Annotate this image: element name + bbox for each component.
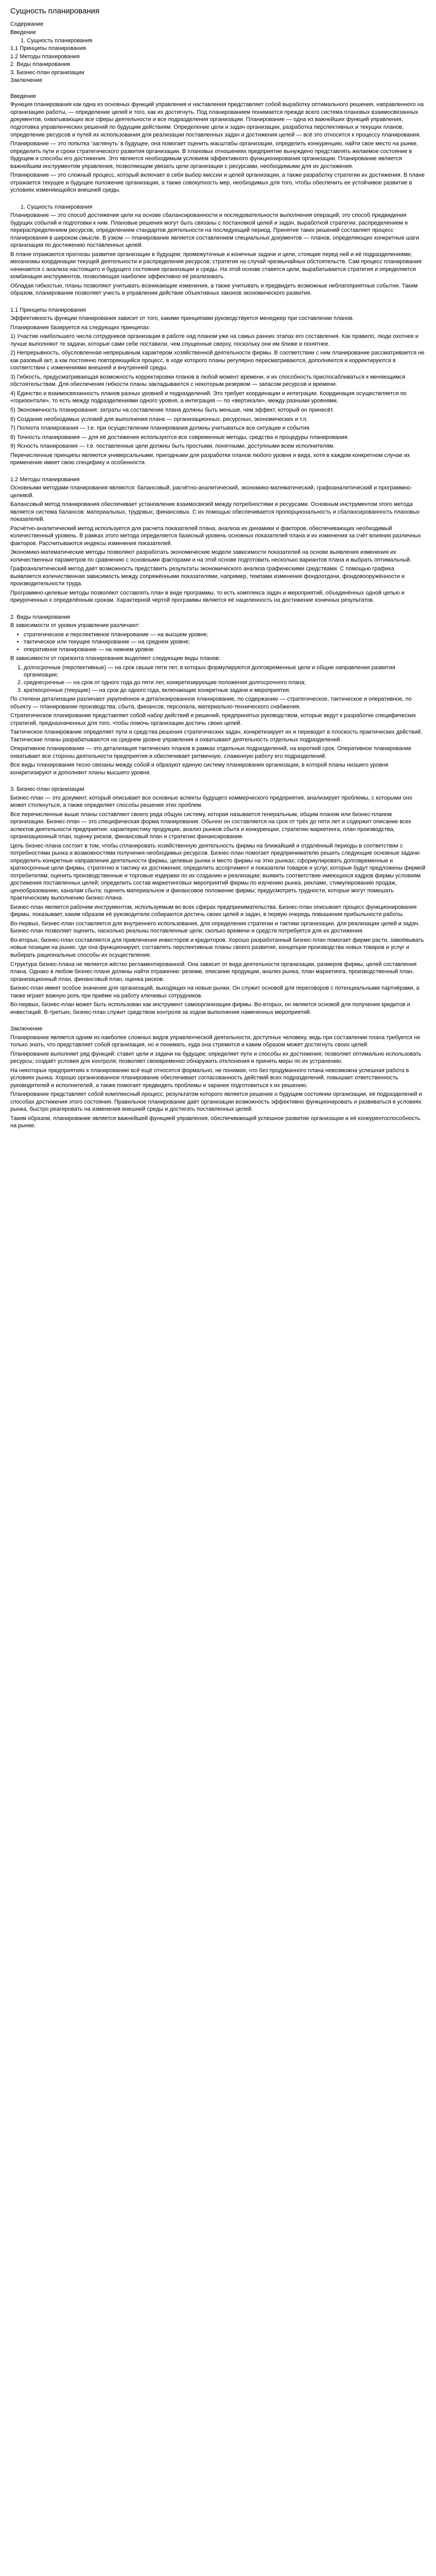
- paragraph: Тактическое планирование определяет пути и средства решения стратегических задач, конкретизирует их и переводит в плоскость практических действий. Тактические планы разрабатываются на среднем уровне управления и охватывают деятельность отдельных подразделений.: [10, 729, 423, 743]
- section-heading: 2. Виды планирования: [10, 614, 71, 620]
- toc-entry: [10, 69, 426, 77]
- section: [10, 307, 426, 467]
- toc-link[interactable]: 1. Сущность планирования: [21, 37, 93, 44]
- paragraph: Балансовый метод планирования обеспечивает установление взаимосвязей между потребностями и ресурсами. Основным инструментом этого метода является система балансов: материальных, трудовых, финансовых. С их помощью обеспечивается пропорциональность и сбалансированность плановых показателей.: [10, 501, 420, 523]
- toc-entry: [10, 61, 426, 69]
- document-content: [10, 93, 426, 1130]
- paragraph: Функция планирования как одна из основных функций управления и наставления представляет собой выработку оптимального решения, направленного на организацию работы, — определение целей и того, как их достигнуть. Под планированием понимается прежде всего система плановых взаимосвязанных документов, охватывающих все сферы деятельности и все подразделения организации. Планирование — одна из важнейших функций управления, подготовка управленческих решений по будущим действиям. Определение цели и задач организации, разработка перспективных и текущих планов, определение ресурсов и путей их использования для реализации поставленных задач и достижения целей — всё это относится к процессу планирования.: [10, 101, 424, 138]
- section-heading: 1.2 Методы планирования: [10, 476, 80, 483]
- paragraph: Планирование выполняет ряд функций: ставит цели и задачи на будущее; определяет пути и способы их достижения; позволяет оптимально использовать ресурсы; создаёт условия для контроля; позволяет своевременно обнаружить отклонения и принять меры по их устранению.: [10, 1050, 422, 1065]
- paragraph: 5) Экономичность планирования: затраты на составление плана должны быть меньше, чем эффект, который он принесёт.: [10, 407, 334, 413]
- section: [10, 204, 426, 297]
- paragraph: В плане отражаются прогнозы развития организации в будущем; промежуточные и конечные задачи и цели, стоящие перед ней и её подразделениями; механизмы координации текущей деятельности и распределения ресурсов; стратегия на случай чрезвычайных обстоятельств. Сам процесс планирования начинается с анализа настоящего и будущего состояния организации и среды. На этой основе ставятся цели, вырабатывается стратегия и определяется комбинация инструментов, позволяющая наиболее эффективно её реализовать.: [10, 251, 422, 280]
- paragraph: Все перечисленные выше планы составляют своего рода общую систему, которая называется генеральным, общим планом или бизнес-планом организации. Бизнес-план — это специфическая форма планирования. Обычно он составляется на срок от трёх до пяти лет и содержит описание всех аспектов деятельности предприятия: характеристику продукции, анализ рынков сбыта и конкуренции, стратегию маркетинга, план производства, организационный план, оценку рисков, финансовый план и стратегию финансирования.: [10, 811, 411, 840]
- paragraph: 6) Создание необходимых условий для выполнения плана — организационных, ресурсных, экономических и т.п.: [10, 416, 308, 422]
- paragraph: Программно-целевые методы позволяют составлять план в виде программы, то есть комплекса задач и мероприятий, объединённых одной целью и приуроченных к определённым срокам. Характерной чертой программы является её нацеленность на достижение конечных результатов.: [10, 589, 405, 604]
- document-page: [0, 0, 436, 1155]
- paragraph: Планирование представляет собой комплексный процесс, результатом которого является решение о будущем состоянии организации, её подразделений и способах достижения этого состояния. Правильное планирование даёт организации возможность эффективно функционировать и развиваться в условиях рынка, быстро реагировать на изменения внешней среды и достигать поставленных целей.: [10, 1091, 422, 1113]
- paragraph: Планирование является одним из наиболее сложных видов управленческой деятельности, доступных человеку, ведь при составлении плана требуется не только знать, что представляет собой организация, но и понимать, куда она стремится и каким образом может достигнуть своих целей.: [10, 1034, 421, 1048]
- paragraph: Структура бизнес-плана не является жёстко регламентированной. Она зависит от вида деятельности организации, размеров фирмы, целей составления плана. Однако в любом бизнес-плане должны найти отражение: резюме, описание продукции, анализ рынка, план маркетинга, производственный план, организационный план, финансовый план, оценка рисков.: [10, 961, 417, 982]
- toc-link[interactable]: 3. Бизнес-план организации: [10, 69, 84, 76]
- paragraph: Обладая гибкостью, планы позволяют учитывать возникающие изменения, а также учитывать и предвидеть возможные неблагоприятные события. Таким образом, планирование позволяет учесть в управлении действие объективных законов экономического развития.: [10, 282, 418, 297]
- paragraph: Таким образом, планирование является важнейшей функцией управления, обеспечивающей успешное развитие организации и её конкурентоспособность на рынке.: [10, 1115, 421, 1129]
- toc-title: Содержание: [10, 21, 44, 27]
- paragraph: 7) Полнота планирования — т.е. при осуществлении планирования должны учитываться все ситуации и события.: [10, 425, 311, 432]
- paragraph: Цель бизнес-плана состоит в том, чтобы спланировать хозяйственную деятельность фирмы на ближайший и отдалённый периоды в соответствии с потребностями рынка и возможностями получения необходимых ресурсов. Бизнес-план помогает предпринимателю решить следующие основные задачи: определить конкретные направления деятельности фирмы, целевые рынки и место фирмы на этих рынках; сформулировать долговременные и краткосрочные цели фирмы, стратегию и тактику их достижения; определить ассортимент и показатели товаров и услуг, которые будут предложены фирмой потребителям; оценить производственные и торговые издержки по их созданию и реализации; выявить соответствие имеющихся кадров фирмы условиям достижения поставленных целей; определить состав маркетинговых мероприятий фирмы по изучению рынка, рекламе, стимулированию продаж, ценообразованию, каналам сбыта; оценить материальное и финансовое положение фирмы; предусмотреть трудности, которые могут помешать практическому выполнению бизнес-плана.: [10, 842, 426, 902]
- toc-link[interactable]: 1.1 Принципы планирования: [10, 45, 86, 52]
- list-item: • стратегическое и перспективное планирование — на высшем уровне;: [24, 631, 426, 639]
- paragraph: Все виды планирования тесно связаны между собой и образуют единую систему планирования организации, в которой планы низшего уровня конкретизируют и дополняют планы высшего уровня.: [10, 762, 389, 776]
- paragraph: 8) Точность планирования — для её достижения используются все современные методы, средства и процедуры планирования.: [10, 434, 349, 440]
- paragraph: Стратегическое планирование представляет собой набор действий и решений, предпринятых руководством, которые ведут к разработке специфических стратегий, предназначенных для того, чтобы помочь организации достичь своих целей.: [10, 713, 416, 726]
- section-heading: 1.1 Принципы планирования: [10, 307, 86, 313]
- paragraph: 9) Ясность планирования — т.е. поставленные цели должны быть простыми, понятными, доступными всем исполнителям.: [10, 443, 335, 450]
- toc-entry: [10, 29, 426, 37]
- paragraph: Во-первых, бизнес-план может быть использован как инструмент самоорганизации фирмы. Во-вторых, он является основой для получения кредитов и инвестиций. В-третьих, бизнес-план служит средством контроля за ходом выполнения намеченных мероприятий.: [10, 1002, 410, 1015]
- section-heading: Заключение: [10, 1026, 43, 1032]
- paragraph: Планирование — это попытка ‘заглянуть’ в будущее, она помогает оценить масштабы организации, определить конкуренцию, найти свое место на рынке, определить пути и сроки стратегического развития организации. В плановых отношениях предприятие вынуждено представлять желаемое состояние в будущем и способы его достижения. Это является необходимым условием эффективного функционирования организации. Планирование является важнейшим инструментом управления, позволяющим увязать цели организации с ресурсами, необходимыми для их достижения.: [10, 141, 418, 170]
- paragraph: Оперативное планирование — это детализация тактических планов в рамках отдельных подразделений, на короткий срок. Оперативное планирование охватывает все стороны деятельности предприятия и обеспечивает ритмичную, слаженную работу его подразделений.: [10, 745, 412, 759]
- paragraph: В зависимости от горизонта планирования выделяют следующие виды планов:: [10, 655, 220, 662]
- paragraph: Планирование — это сложный процесс, который включает в себя выбор миссии и целей организации, а также разработку стратегии их достижения. В плане отражается текущее и будущее положение организации, а также совокупность мер, необходимых для того, чтобы обеспечить ее устойчивое развитие в условиях изменяющейся внешней среды.: [10, 172, 425, 194]
- section: [10, 786, 426, 1016]
- list-item: 1. долгосрочные (перспективные) — на срок свыше пяти лет, в которых формулируются долговременные цели и общие направления развития организации;: [24, 664, 426, 679]
- toc-link[interactable]: 1.2 Методы планирования: [10, 53, 80, 60]
- list-item: • тактическое или текущее планирование — на среднем уровне;: [24, 638, 426, 646]
- list-item: 3. краткосрочные (текущие) — на срок до одного года, включающие конкретные задачи и мероприятия.: [24, 687, 426, 694]
- section: [10, 1025, 426, 1130]
- toc-link[interactable]: Заключение: [10, 77, 43, 84]
- toc-entry: [10, 37, 426, 45]
- paragraph: Планирование базируется на следующих принципах:: [10, 324, 151, 331]
- paragraph: По степени детализации различают укрупнённое и детализированное планирование, по содержанию — стратегическое, тактическое и оперативное, по объекту — планирование производства, сбыта, финансов, персонала, материально-технического снабжения.: [10, 696, 412, 710]
- paragraph: Эффективность функции планирования зависит от того, какими принципами руководствуется менеджер при составлении планов.: [10, 315, 354, 322]
- section-heading: Введение: [10, 93, 36, 99]
- section: [10, 93, 426, 194]
- paragraph: Бизнес-план является рабочим инструментом, используемым во всех сферах предпринимательства. Бизнес-план описывает процесс функционирования фирмы, показывает, каким образом её руководители собираются достичь своих целей и задач, в первую очередь повышения прибыльности работы.: [10, 904, 417, 918]
- section: [10, 476, 426, 604]
- page-title: Сущность планирования: [10, 7, 100, 15]
- paragraph: Во-вторых, бизнес-план составляется для привлечения инвесторов и кредиторов. Хорошо разработанный бизнес-план помогает фирме расти, завоёвывать новые позиции на рынке, где она функционирует, составлять перспективные планы своего развития, концепции производства новых товаров и услуг и выбирать рациональные способы их осуществления.: [10, 937, 424, 958]
- paragraph: Графоаналитический метод даёт возможность представить результаты экономического анализа графическими средствами. С помощью графика выявляется количественная зависимость между сопряжёнными показателями, например, темпами изменения фондоотдачи, фондовооружённости и производительности труда.: [10, 566, 405, 587]
- paragraph: В зависимости от уровня управления различают:: [10, 622, 140, 629]
- table-of-contents: [10, 29, 426, 84]
- section-heading: 3. Бизнес-план организации: [10, 786, 84, 793]
- paragraph: Бизнес-план — это документ, который описывает все основные аспекты будущего коммерческого предприятия, анализирует проблемы, с которыми оно может столкнуться, а также определяет способы решения этих проблем.: [10, 794, 412, 809]
- paragraph: Расчётно-аналитический метод используется для расчета показателей плана, анализа их динамики и факторов, обеспечивающих необходимый количественный уровень. В рамках этого метода определяется базисный уровень основных показателей плана и их изменения за счёт влияния различных факторов. Рассчитываются индексы изменения показателей.: [10, 525, 421, 547]
- paragraph: 2) Непрерывность, обусловленная непрерывным характером хозяйственной деятельности фирмы. В соответствии с ним планирование рассматривается не как разовый акт, а как постоянно повторяющийся процесс, в ходе которого планы регулярно пересматриваются, дополняются и корректируются в соответствии с изменениями внешней и внутренней среды.: [10, 350, 425, 371]
- toc-link[interactable]: 2. Виды планирования: [10, 61, 71, 68]
- paragraph: Планирование — это способ достижения цели на основе сбалансированности и последовательности выполнения операций, это способ предвидения будущих событий и подготовки к ним. Плановые решения могут быть связаны с постановкой целей и задач, выработкой стратегии, распределением и перераспределением ресурсов, определением стандартов деятельности на последующий период. Принятие таких решений составляет процесс планирования в широком смысле. В узком — планирование является составлением специальных документов — планов, определяющих конкретные шаги организации по достижению поставленных целей.: [10, 212, 419, 249]
- toc-entry: [10, 77, 426, 84]
- toc-entry: [10, 45, 426, 53]
- toc-link[interactable]: Введение: [10, 29, 36, 36]
- paragraph: Основными методами планирования являются: балансовый, расчётно-аналитический, экономико-математический, графоаналитический и программно-целевой.: [10, 485, 412, 499]
- section: [10, 614, 426, 776]
- paragraph: 1) Участие наибольшего числа сотрудников организации в работе над планом уже на самых ранних этапах его составления. Как правило, люди охотнее и лучше выполняют те задачи, которые сами себе поставили, чем спущенные сверху, поскольку они им ближе и понятнее.: [10, 333, 418, 347]
- paragraph: Во-первых, бизнес-план составляется для внутреннего использования, для определения стратегии и тактики организации, для реализации целей и задач. Бизнес-план позволяет оценить, насколько реальны поставленные цели, сколько времени и средств потребуется для их достижения.: [10, 920, 420, 935]
- paragraph: Перечисленные принципы являются универсальными, пригодными для разработки планов любого уровня и вида, хотя в каждом конкретном случае их применение имеет свою специфику и особенности.: [10, 452, 410, 466]
- paragraph: 4) Единство и взаимосвязанность планов разных уровней и подразделений. Это требует координации и интеграции. Координация осуществляется по «горизонтали», то есть между подразделениями одного уровня, а интеграция — по «вертикали», между разными уровнями.: [10, 390, 407, 404]
- list-item: 2. среднесрочные — на срок от одного года до пяти лет, конкретизирующие положения долгосрочного плана;: [24, 679, 426, 687]
- paragraph: На некоторых предприятиях к планированию всё ещё относятся формально, не понимая, что без продуманного плана невозможна успешная работа в условиях рынка. Хорошо организованное планирование обеспечивает согласованность действий всех подразделений, повышает ответственность руководителей и исполнителей, а также помогает предвидеть проблемы и заранее подготовиться к их решению.: [10, 1067, 409, 1089]
- numbered-list: [10, 664, 426, 694]
- toc-entry: [10, 53, 426, 61]
- paragraph: Экономико-математические методы позволяют разработать экономические модели зависимости показателей на основе выявления изменения их количественных параметров по сравнению с основными факторами и на этой основе подготовить несколько вариантов плана и выбрать оптимальный.: [10, 549, 412, 563]
- section-heading: 1. Сущность планирования: [21, 204, 93, 210]
- bullet-list: [10, 631, 426, 654]
- list-item: • оперативное планирование — на нижнем уровне.: [24, 646, 426, 654]
- paragraph: Бизнес-план имеет особое значение для организаций, выходящих на новые рынки. Он служит основой для переговоров с потенциальными партнёрами, а также играет важную роль при приёме на работу ключевых сотрудников.: [10, 985, 420, 999]
- paragraph: 3) Гибкость, предусматривающая возможность корректировки планов в любой момент времени, и их способность приспосабливаться к меняющимся обстоятельствам. Для обеспечения гибкости планы закладываются с некоторым резервом — запасом ресурсов и времени.: [10, 374, 406, 388]
